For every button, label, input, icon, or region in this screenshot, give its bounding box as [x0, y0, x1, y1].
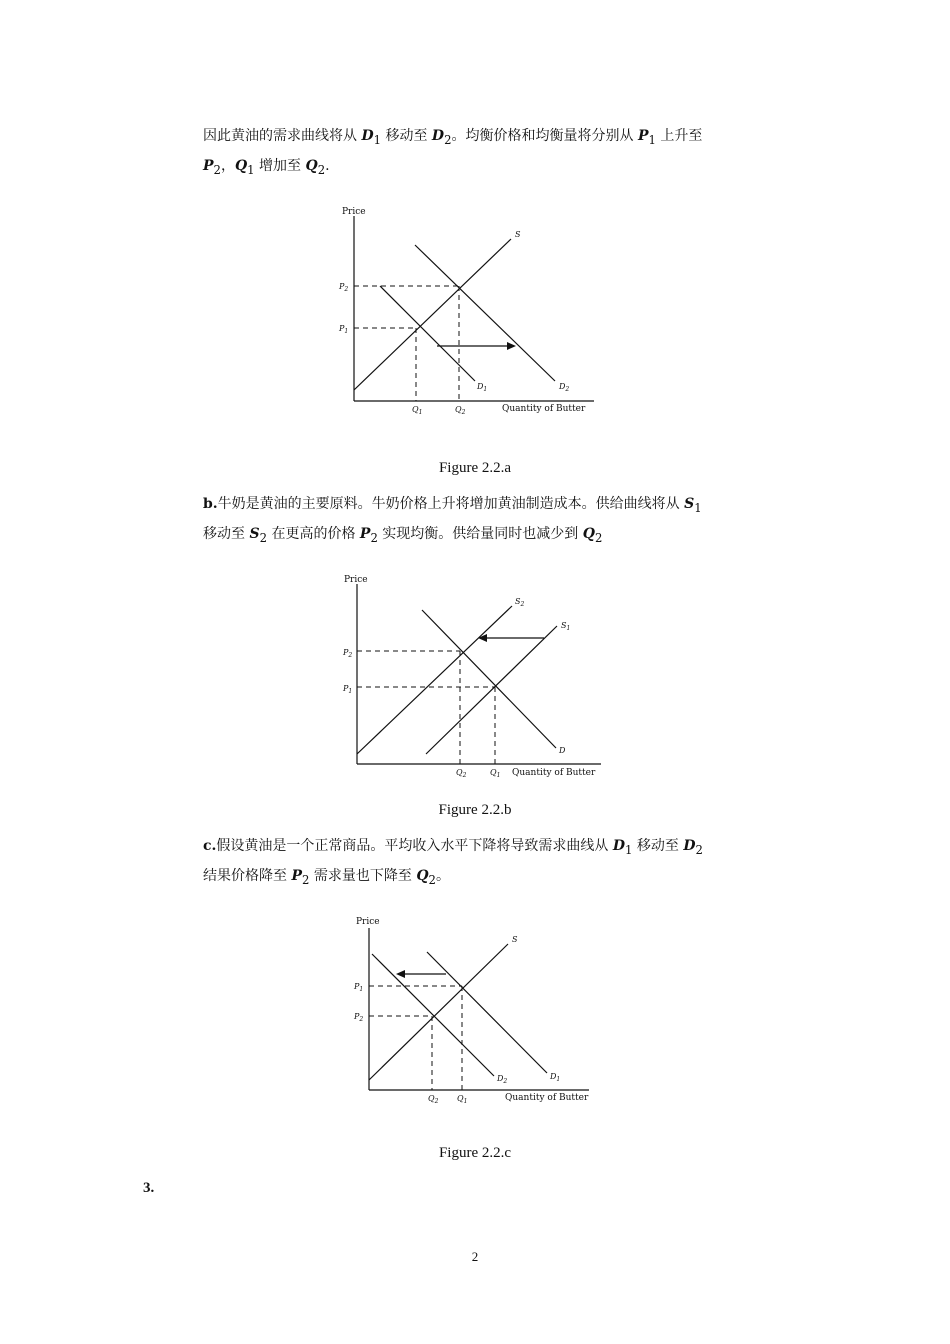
q1-label: $Q_1$ [457, 1094, 468, 1105]
q1-label: $Q_1$ [490, 768, 501, 779]
paragraph-c: c.假设黄油是一个正常商品。平均收入水平下降将导致需求曲线从 $D_1$ 移动至 $D_2$ 结果价格降至 $P_2$ 需求量也下降至 $Q_2$。 [203, 838, 703, 887]
d2-label: $D_2$ [497, 1074, 508, 1085]
paragraph-a: 因此黄油的需求曲线将从 $D_1$ 移动至 $D_2$。均衡价格和均衡量将分别从 $P_1$ 上升至 $P_2$，$Q_1$ 增加至 $Q_2$. [203, 128, 703, 177]
section-number: 3. [143, 1180, 155, 1196]
figure-caption-c: Figure 2.2.c [438, 1145, 512, 1161]
arrow-head [478, 634, 487, 642]
arrow-head [507, 342, 516, 350]
demand-label: D [559, 746, 566, 755]
p2-label: $P_2$ [339, 282, 349, 293]
p2-label: $P_2$ [343, 648, 353, 659]
y-axis-title: Price [344, 575, 368, 585]
d2-label: $D_2$ [559, 382, 570, 393]
x-axis-title: Quantity of Butter [505, 1093, 589, 1103]
p1-label: $P_1$ [339, 324, 349, 335]
supply-curve-s2 [357, 606, 512, 754]
x-axis-title: Quantity of Butter [512, 768, 596, 778]
demand-curve-d2 [415, 245, 555, 381]
q1-label: $Q_1$ [412, 405, 423, 416]
d1-label: $D_1$ [477, 382, 488, 393]
figure-2-2-a [335, 200, 605, 425]
s1-label: $S_1$ [561, 621, 571, 632]
demand-curve [422, 610, 556, 748]
page-number: 2 [471, 1249, 479, 1264]
q2-label: $Q_2$ [456, 768, 467, 779]
arrow-head [396, 970, 405, 978]
p1-label: $P_1$ [343, 684, 353, 695]
figure-2-2-b [338, 568, 608, 783]
p2-label: $P_2$ [354, 1012, 364, 1023]
s2-label: $S_2$ [515, 597, 525, 608]
demand-curve-d2 [372, 954, 494, 1076]
d1-label: $D_1$ [550, 1072, 561, 1083]
q2-label: $Q_2$ [455, 405, 466, 416]
p1-label: $P_1$ [354, 982, 364, 993]
y-axis-title: Price [356, 917, 380, 927]
q2-label: $Q_2$ [428, 1094, 439, 1105]
supply-label: S [512, 935, 518, 944]
paragraph-b: b.牛奶是黄油的主要原料。牛奶价格上升将增加黄油制造成本。供给曲线将从 $S_1$ 移动至 $S_2$ 在更高的价格 $P_2$ 实现均衡。供给量同时也减少到 $Q_2$ [203, 496, 702, 545]
demand-curve-d1 [380, 286, 475, 381]
supply-curve-s1 [426, 626, 557, 754]
demand-curve-d1 [427, 952, 547, 1073]
figure-2-2-c [350, 912, 600, 1112]
x-axis-title: Quantity of Butter [502, 404, 586, 414]
figure-caption-b: Figure 2.2.b [438, 802, 512, 818]
y-axis-title: Price [342, 207, 366, 217]
figure-caption-a: Figure 2.2.a [438, 460, 512, 476]
supply-label: S [515, 230, 521, 239]
